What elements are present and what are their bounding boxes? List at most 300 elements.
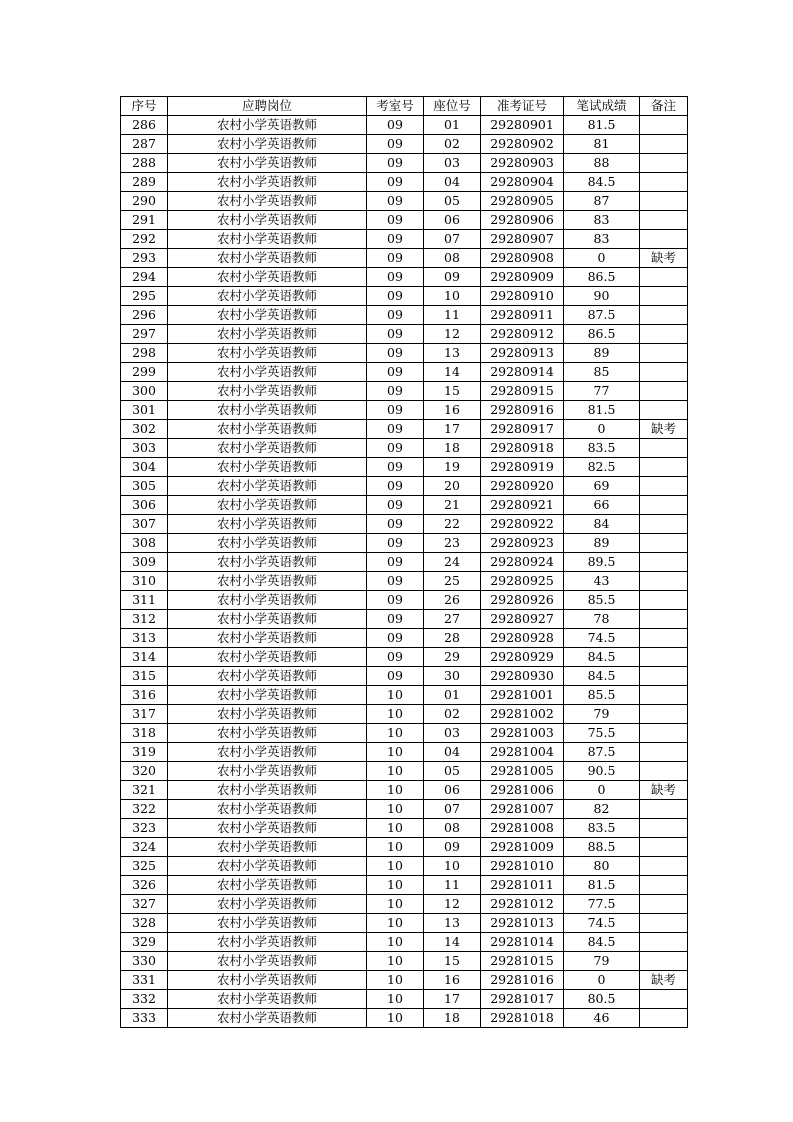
- cell-room: 10: [367, 781, 424, 800]
- table-row: [121, 933, 688, 952]
- cell-seat: 29: [424, 648, 481, 667]
- cell-remark: [640, 610, 688, 629]
- cell-room: 09: [367, 591, 424, 610]
- cell-room: 10: [367, 933, 424, 952]
- cell-position: 农村小学英语教师: [168, 1009, 367, 1028]
- cell-position: 农村小学英语教师: [168, 268, 367, 287]
- cell-score: 81.5: [564, 116, 640, 135]
- cell-remark: [640, 382, 688, 401]
- cell-room: 09: [367, 344, 424, 363]
- cell-score: 46: [564, 1009, 640, 1028]
- cell-remark: [640, 325, 688, 344]
- cell-position: 农村小学英语教师: [168, 629, 367, 648]
- cell-score: 74.5: [564, 629, 640, 648]
- cell-ticket: 29280930: [481, 667, 564, 686]
- cell-score: 74.5: [564, 914, 640, 933]
- cell-ticket: 29281011: [481, 876, 564, 895]
- cell-seq: 319: [121, 743, 168, 762]
- table-row: [121, 382, 688, 401]
- cell-seq: 300: [121, 382, 168, 401]
- table-row: [121, 876, 688, 895]
- cell-ticket: 29280919: [481, 458, 564, 477]
- cell-position: 农村小学英语教师: [168, 857, 367, 876]
- table-row: [121, 629, 688, 648]
- cell-seq: 312: [121, 610, 168, 629]
- header-seq: 序号: [121, 97, 168, 116]
- cell-ticket: 29281001: [481, 686, 564, 705]
- cell-ticket: 29280921: [481, 496, 564, 515]
- table-row: [121, 572, 688, 591]
- cell-seat: 08: [424, 819, 481, 838]
- cell-remark: [640, 287, 688, 306]
- cell-room: 09: [367, 154, 424, 173]
- cell-room: 10: [367, 762, 424, 781]
- cell-room: 09: [367, 230, 424, 249]
- cell-seq: 302: [121, 420, 168, 439]
- cell-seq: 297: [121, 325, 168, 344]
- cell-seq: 315: [121, 667, 168, 686]
- cell-position: 农村小学英语教师: [168, 705, 367, 724]
- table-row: [121, 553, 688, 572]
- cell-seat: 21: [424, 496, 481, 515]
- cell-ticket: 29280907: [481, 230, 564, 249]
- cell-score: 87.5: [564, 306, 640, 325]
- table-row: [121, 401, 688, 420]
- cell-room: 10: [367, 952, 424, 971]
- cell-seat: 06: [424, 781, 481, 800]
- cell-room: 09: [367, 515, 424, 534]
- cell-score: 88: [564, 154, 640, 173]
- cell-score: 82.5: [564, 458, 640, 477]
- cell-position: 农村小学英语教师: [168, 439, 367, 458]
- cell-ticket: 29280901: [481, 116, 564, 135]
- table-row: [121, 135, 688, 154]
- cell-score: 83.5: [564, 819, 640, 838]
- cell-seat: 18: [424, 1009, 481, 1028]
- cell-score: 0: [564, 971, 640, 990]
- cell-seat: 01: [424, 116, 481, 135]
- cell-seq: 303: [121, 439, 168, 458]
- cell-seat: 06: [424, 211, 481, 230]
- header-seat: 座位号: [424, 97, 481, 116]
- cell-seat: 04: [424, 743, 481, 762]
- cell-remark: [640, 800, 688, 819]
- cell-remark: [640, 762, 688, 781]
- cell-seat: 17: [424, 990, 481, 1009]
- cell-room: 09: [367, 249, 424, 268]
- cell-remark: [640, 477, 688, 496]
- cell-ticket: 29281015: [481, 952, 564, 971]
- cell-position: 农村小学英语教师: [168, 401, 367, 420]
- cell-room: 09: [367, 135, 424, 154]
- cell-score: 85.5: [564, 591, 640, 610]
- cell-seq: 320: [121, 762, 168, 781]
- table-row: [121, 857, 688, 876]
- cell-seq: 309: [121, 553, 168, 572]
- cell-score: 87.5: [564, 743, 640, 762]
- cell-room: 09: [367, 439, 424, 458]
- cell-ticket: 29280925: [481, 572, 564, 591]
- cell-position: 农村小学英语教师: [168, 724, 367, 743]
- cell-seq: 296: [121, 306, 168, 325]
- cell-ticket: 29280909: [481, 268, 564, 287]
- cell-room: 09: [367, 572, 424, 591]
- cell-score: 43: [564, 572, 640, 591]
- cell-seat: 01: [424, 686, 481, 705]
- cell-position: 农村小学英语教师: [168, 952, 367, 971]
- header-position: 应聘岗位: [168, 97, 367, 116]
- cell-position: 农村小学英语教师: [168, 990, 367, 1009]
- cell-room: 10: [367, 705, 424, 724]
- cell-room: 09: [367, 667, 424, 686]
- cell-ticket: 29280908: [481, 249, 564, 268]
- cell-seat: 10: [424, 287, 481, 306]
- cell-score: 0: [564, 249, 640, 268]
- cell-score: 75.5: [564, 724, 640, 743]
- cell-seat: 22: [424, 515, 481, 534]
- cell-seat: 19: [424, 458, 481, 477]
- table-row: [121, 591, 688, 610]
- cell-seq: 310: [121, 572, 168, 591]
- cell-ticket: 29280922: [481, 515, 564, 534]
- cell-score: 77: [564, 382, 640, 401]
- cell-seq: 313: [121, 629, 168, 648]
- cell-position: 农村小学英语教师: [168, 838, 367, 857]
- cell-remark: [640, 515, 688, 534]
- cell-remark: [640, 914, 688, 933]
- table-row: [121, 515, 688, 534]
- cell-seq: 318: [121, 724, 168, 743]
- cell-seat: 18: [424, 439, 481, 458]
- cell-score: 80: [564, 857, 640, 876]
- cell-seq: 290: [121, 192, 168, 211]
- cell-ticket: 29281005: [481, 762, 564, 781]
- table-row: [121, 325, 688, 344]
- cell-remark: [640, 591, 688, 610]
- document-page: [120, 96, 688, 1028]
- table-row: [121, 439, 688, 458]
- cell-score: 79: [564, 952, 640, 971]
- cell-ticket: 29280911: [481, 306, 564, 325]
- cell-remark: [640, 154, 688, 173]
- cell-seq: 324: [121, 838, 168, 857]
- cell-ticket: 29281014: [481, 933, 564, 952]
- cell-position: 农村小学英语教师: [168, 610, 367, 629]
- cell-ticket: 29280914: [481, 363, 564, 382]
- cell-remark: [640, 496, 688, 515]
- table-row: [121, 610, 688, 629]
- cell-room: 10: [367, 971, 424, 990]
- cell-seat: 20: [424, 477, 481, 496]
- cell-ticket: 29280918: [481, 439, 564, 458]
- table-row: [121, 420, 688, 439]
- table-row: [121, 667, 688, 686]
- cell-score: 83: [564, 211, 640, 230]
- table-row: [121, 287, 688, 306]
- cell-seq: 308: [121, 534, 168, 553]
- cell-seat: 05: [424, 192, 481, 211]
- cell-remark: [640, 401, 688, 420]
- cell-ticket: 29281009: [481, 838, 564, 857]
- cell-seq: 332: [121, 990, 168, 1009]
- table-row: [121, 743, 688, 762]
- cell-remark: [640, 268, 688, 287]
- cell-position: 农村小学英语教师: [168, 572, 367, 591]
- cell-position: 农村小学英语教师: [168, 154, 367, 173]
- table-row: [121, 705, 688, 724]
- cell-score: 66: [564, 496, 640, 515]
- cell-remark: [640, 458, 688, 477]
- cell-seq: 298: [121, 344, 168, 363]
- table-row: [121, 496, 688, 515]
- table-row: [121, 781, 688, 800]
- cell-room: 09: [367, 382, 424, 401]
- cell-seq: 317: [121, 705, 168, 724]
- cell-position: 农村小学英语教师: [168, 173, 367, 192]
- table-row: [121, 534, 688, 553]
- cell-seat: 02: [424, 135, 481, 154]
- cell-remark: [640, 534, 688, 553]
- cell-room: 10: [367, 990, 424, 1009]
- cell-seat: 03: [424, 724, 481, 743]
- cell-position: 农村小学英语教师: [168, 496, 367, 515]
- cell-remark: [640, 116, 688, 135]
- table-row: [121, 458, 688, 477]
- table-row: [121, 249, 688, 268]
- cell-ticket: 29280917: [481, 420, 564, 439]
- cell-ticket: 29281018: [481, 1009, 564, 1028]
- cell-position: 农村小学英语教师: [168, 477, 367, 496]
- cell-seq: 328: [121, 914, 168, 933]
- table-row: [121, 990, 688, 1009]
- cell-ticket: 29280928: [481, 629, 564, 648]
- cell-position: 农村小学英语教师: [168, 914, 367, 933]
- table-row: [121, 268, 688, 287]
- cell-room: 10: [367, 838, 424, 857]
- cell-remark: [640, 344, 688, 363]
- header-remark: 备注: [640, 97, 688, 116]
- cell-position: 农村小学英语教师: [168, 781, 367, 800]
- table-row: [121, 173, 688, 192]
- cell-position: 农村小学英语教师: [168, 876, 367, 895]
- cell-position: 农村小学英语教师: [168, 458, 367, 477]
- cell-room: 10: [367, 1009, 424, 1028]
- cell-room: 09: [367, 192, 424, 211]
- cell-position: 农村小学英语教师: [168, 819, 367, 838]
- cell-seq: 325: [121, 857, 168, 876]
- table-row: [121, 1009, 688, 1028]
- cell-position: 农村小学英语教师: [168, 382, 367, 401]
- cell-seat: 23: [424, 534, 481, 553]
- cell-seq: 299: [121, 363, 168, 382]
- cell-position: 农村小学英语教师: [168, 591, 367, 610]
- cell-seq: 330: [121, 952, 168, 971]
- cell-position: 农村小学英语教师: [168, 534, 367, 553]
- cell-seq: 291: [121, 211, 168, 230]
- cell-room: 09: [367, 648, 424, 667]
- cell-seat: 05: [424, 762, 481, 781]
- table-row: [121, 952, 688, 971]
- cell-room: 10: [367, 876, 424, 895]
- cell-remark: [640, 952, 688, 971]
- table-row: [121, 819, 688, 838]
- cell-seq: 331: [121, 971, 168, 990]
- cell-seat: 14: [424, 363, 481, 382]
- cell-seq: 323: [121, 819, 168, 838]
- cell-remark: 缺考: [640, 420, 688, 439]
- cell-score: 84.5: [564, 667, 640, 686]
- cell-remark: [640, 838, 688, 857]
- cell-score: 89: [564, 534, 640, 553]
- cell-room: 09: [367, 287, 424, 306]
- cell-seat: 12: [424, 325, 481, 344]
- cell-position: 农村小学英语教师: [168, 363, 367, 382]
- cell-remark: [640, 857, 688, 876]
- cell-room: 10: [367, 914, 424, 933]
- cell-position: 农村小学英语教师: [168, 800, 367, 819]
- cell-room: 09: [367, 477, 424, 496]
- cell-position: 农村小学英语教师: [168, 515, 367, 534]
- table-row: [121, 838, 688, 857]
- table-row: [121, 724, 688, 743]
- cell-seat: 04: [424, 173, 481, 192]
- cell-seq: 306: [121, 496, 168, 515]
- cell-ticket: 29281003: [481, 724, 564, 743]
- cell-score: 88.5: [564, 838, 640, 857]
- cell-room: 09: [367, 629, 424, 648]
- cell-score: 79: [564, 705, 640, 724]
- cell-seat: 02: [424, 705, 481, 724]
- table-row: [121, 211, 688, 230]
- cell-room: 09: [367, 268, 424, 287]
- cell-room: 09: [367, 534, 424, 553]
- cell-seat: 12: [424, 895, 481, 914]
- cell-room: 09: [367, 306, 424, 325]
- cell-room: 10: [367, 857, 424, 876]
- cell-ticket: 29281013: [481, 914, 564, 933]
- cell-room: 09: [367, 116, 424, 135]
- cell-ticket: 29281010: [481, 857, 564, 876]
- cell-score: 80.5: [564, 990, 640, 1009]
- cell-remark: [640, 363, 688, 382]
- header-ticket: 准考证号: [481, 97, 564, 116]
- header-score: 笔试成绩: [564, 97, 640, 116]
- cell-ticket: 29280903: [481, 154, 564, 173]
- cell-remark: [640, 819, 688, 838]
- cell-seat: 25: [424, 572, 481, 591]
- cell-seat: 24: [424, 553, 481, 572]
- cell-score: 81.5: [564, 401, 640, 420]
- cell-remark: [640, 648, 688, 667]
- cell-room: 09: [367, 363, 424, 382]
- cell-seq: 326: [121, 876, 168, 895]
- cell-room: 09: [367, 553, 424, 572]
- cell-seat: 11: [424, 306, 481, 325]
- score-table: [120, 96, 688, 1028]
- cell-score: 89.5: [564, 553, 640, 572]
- cell-room: 10: [367, 724, 424, 743]
- cell-remark: 缺考: [640, 781, 688, 800]
- cell-ticket: 29280915: [481, 382, 564, 401]
- cell-position: 农村小学英语教师: [168, 648, 367, 667]
- cell-remark: [640, 629, 688, 648]
- cell-ticket: 29280902: [481, 135, 564, 154]
- cell-ticket: 29280926: [481, 591, 564, 610]
- cell-seq: 307: [121, 515, 168, 534]
- cell-position: 农村小学英语教师: [168, 971, 367, 990]
- cell-remark: 缺考: [640, 249, 688, 268]
- table-row: [121, 971, 688, 990]
- cell-seat: 08: [424, 249, 481, 268]
- cell-score: 85.5: [564, 686, 640, 705]
- cell-room: 09: [367, 173, 424, 192]
- cell-room: 10: [367, 743, 424, 762]
- cell-score: 69: [564, 477, 640, 496]
- cell-score: 0: [564, 781, 640, 800]
- cell-score: 0: [564, 420, 640, 439]
- cell-remark: [640, 306, 688, 325]
- cell-remark: [640, 705, 688, 724]
- cell-ticket: 29281007: [481, 800, 564, 819]
- table-row: [121, 686, 688, 705]
- cell-room: 10: [367, 819, 424, 838]
- table-row: [121, 914, 688, 933]
- cell-remark: [640, 990, 688, 1009]
- cell-seq: 293: [121, 249, 168, 268]
- table-row: [121, 762, 688, 781]
- cell-position: 农村小学英语教师: [168, 743, 367, 762]
- cell-remark: [640, 724, 688, 743]
- table-body: [121, 116, 688, 1028]
- cell-position: 农村小学英语教师: [168, 762, 367, 781]
- cell-ticket: 29281002: [481, 705, 564, 724]
- cell-seq: 292: [121, 230, 168, 249]
- cell-remark: [640, 572, 688, 591]
- table-row: [121, 116, 688, 135]
- cell-remark: [640, 895, 688, 914]
- cell-seq: 289: [121, 173, 168, 192]
- cell-seq: 329: [121, 933, 168, 952]
- cell-score: 81: [564, 135, 640, 154]
- cell-ticket: 29281016: [481, 971, 564, 990]
- cell-room: 09: [367, 325, 424, 344]
- cell-score: 82: [564, 800, 640, 819]
- cell-remark: [640, 230, 688, 249]
- cell-seq: 288: [121, 154, 168, 173]
- cell-remark: [640, 667, 688, 686]
- cell-score: 84: [564, 515, 640, 534]
- cell-ticket: 29280924: [481, 553, 564, 572]
- cell-ticket: 29280923: [481, 534, 564, 553]
- cell-seat: 03: [424, 154, 481, 173]
- cell-seq: 294: [121, 268, 168, 287]
- cell-seat: 11: [424, 876, 481, 895]
- cell-seq: 295: [121, 287, 168, 306]
- table-row: [121, 895, 688, 914]
- cell-seq: 316: [121, 686, 168, 705]
- cell-seat: 07: [424, 230, 481, 249]
- cell-ticket: 29280905: [481, 192, 564, 211]
- cell-room: 10: [367, 895, 424, 914]
- cell-seq: 305: [121, 477, 168, 496]
- cell-remark: [640, 686, 688, 705]
- cell-position: 农村小学英语教师: [168, 553, 367, 572]
- cell-remark: [640, 553, 688, 572]
- cell-seat: 13: [424, 344, 481, 363]
- cell-room: 10: [367, 800, 424, 819]
- cell-remark: [640, 933, 688, 952]
- cell-ticket: 29280929: [481, 648, 564, 667]
